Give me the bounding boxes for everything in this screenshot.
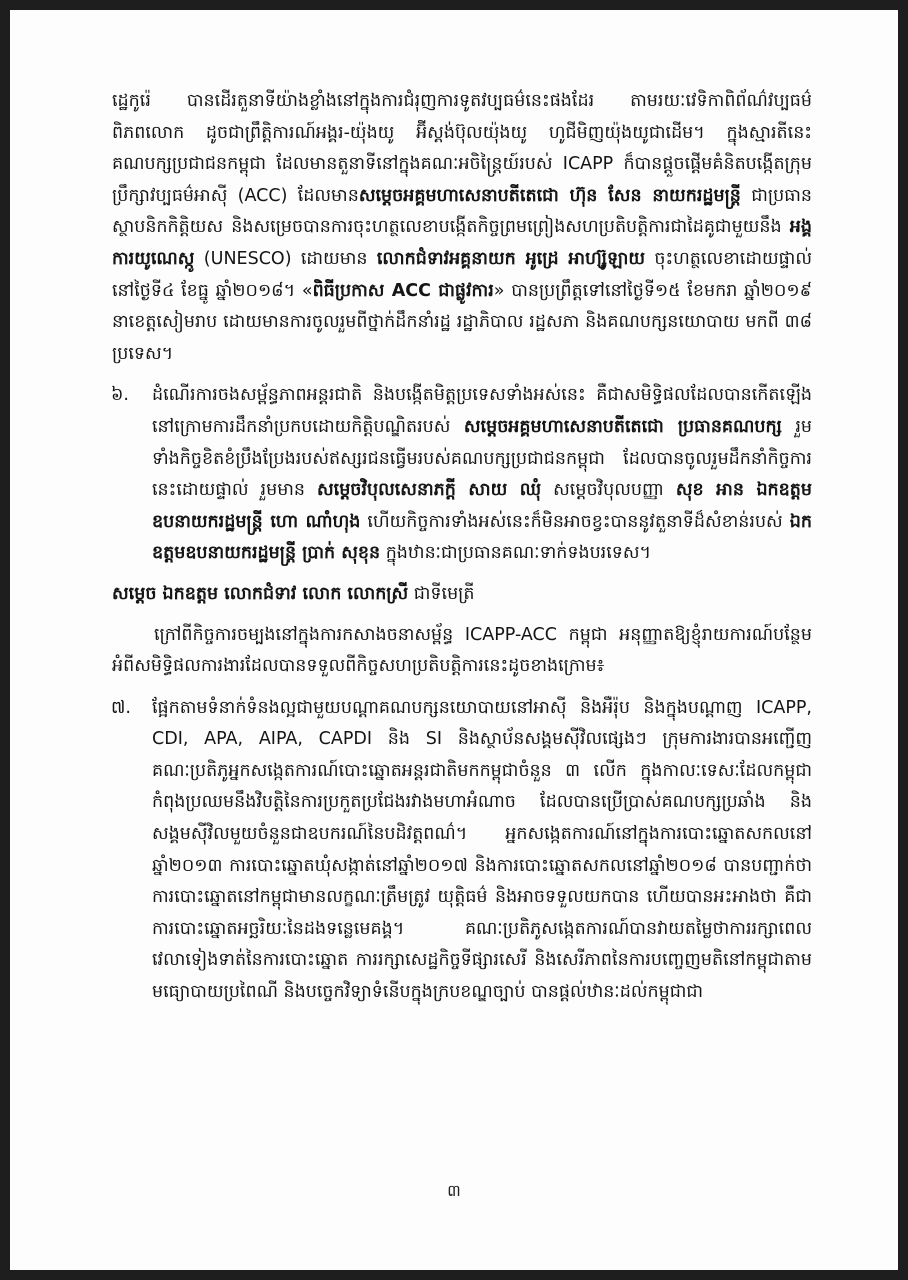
text-run: ដំណើរការចងសម្ព័ន្ធភាពអន្តរជាតិ និងបង្កើតមិត្តប្រទេសទាំងអស់នេះ គឺជាសមិទ្ធិផលដែលបានកើតឡើងនៅក្រោមការដឹកនាំប្រកបដោយកិត្តិបណ្ឌិតរបស់	[152, 385, 812, 437]
page-number: ៣	[447, 1181, 461, 1200]
text-run: ចុះហត្ថលេខាដោយផ្ទាល់ នៅថ្ងៃទី៤ ខែធ្នូ ឆ្នាំ២០១៨។ «	[112, 248, 812, 301]
item-text	[152, 380, 812, 570]
item-text: ផ្អែកតាមទំនាក់ទំនងល្អជាមួយបណ្តាគណបក្សនយោបាយនៅអាស៊ី និងអឺរ៉ុប និងក្នុងបណ្តាញ ICAPP, CDI, APA, AIPA, CAPDI និង SI និងស្ថាប័នសង្គមស៊ីវិលផ្សេងៗ ក្រុមការងារបានអញ្ជើញគណៈប្រតិភូអ្នកសង្កេតការណ៍បោះឆ្នោតអន្តរជាតិមកកម្ពុជាចំនួន ៣ លើក ក្នុងកាលៈទេសៈដែលកម្ពុជាកំពុងប្រឈមនឹងវិបត្តិនៃការប្រកួតប្រជែងរវាងមហាអំណាច ដែលបានប្រើប្រាស់គណបក្សប្រឆាំង និងសង្គមស៊ីវិលមួយចំនួនជាឧបករណ៍នៃបដិវត្តពណ៌។ អ្នកសង្កេតការណ៍នៅក្នុងការបោះឆ្នោតសកលនៅឆ្នាំ២០១៣ ការបោះឆ្នោតឃុំសង្កាត់នៅឆ្នាំ២០១៧ និងការបោះឆ្នោតសកលនៅឆ្នាំ២០១៨ បានបញ្ជាក់ថាការបោះឆ្នោតនៅកម្ពុជាមានលក្ខណៈត្រឹមត្រូវ យុត្តិធម៌ និងអាចទទួលយកបាន ហើយបានអះអាងថា គឺជាការបោះឆ្នោតអច្ឆរិយៈនៃដងទន្លេមេគង្គ។ គណៈប្រតិភូសង្កេតការណ៍បានវាយតម្លៃថាការរក្សាពេលវេលាទៀងទាត់នៃការបោះឆ្នោត ការរក្សាសេដ្ឋកិច្ចទីផ្សារសេរី និងសេរីភាពនៃការបញ្ចេញមតិនៅកម្ពុជាតាមមធ្យោបាយប្រពៃណី និងបច្ចេកវិទ្យាទំនើបក្នុងក្របខណ្ឌច្បាប់ បានផ្តល់ឋានៈដល់កម្ពុជាជា	[152, 697, 812, 1003]
bold-name: សម្តេចវិបុលសេនាភក្តី សាយ ឈុំ	[316, 480, 542, 501]
bold-name: សុខ អាន ឯកឧត្តមឧបនាយករដ្ឋមន្ត្រី ហោ ណាំហុង	[152, 480, 812, 532]
bold-name: សម្តេចអគ្គមហាសេនាបតីតេជោ ប្រធានគណបក្ស	[463, 416, 782, 437]
text-run: » បានប្រព្រឹត្តទៅនៅថ្ងៃទី១៥ ខែមករា ឆ្នាំ២០១៩ នាខេត្តសៀមរាប ដោយមានការចូលរួមពីថ្នាក់ដឹកនាំរដ្ឋ រដ្ឋាភិបាល រដ្ឋសភា និងគណបក្សនយោបាយ មកពី ៣៨ ប្រទេស។	[112, 280, 812, 364]
text-run: (UNESCO) ដោយមាន	[194, 248, 377, 269]
text-run: ហើយកិច្ចការទាំងអស់នេះក៏មិនអាចខ្វះបាននូវតួនាទីដ៏សំខាន់របស់	[360, 511, 790, 532]
bold-name: អង្គការយូណេស្កូ	[112, 217, 812, 269]
document-page	[10, 10, 898, 1270]
item-number: ៦.	[111, 385, 129, 406]
list-item-7	[112, 693, 812, 1009]
text-run: ជាប្រធានស្ថាបនិកកិត្តិយស និងសម្រេចបានការចុះហត្ថលេខាបង្កើតកិច្ចព្រមព្រៀងសហប្រតិបត្តិការជាដៃគូជាមួយនឹង	[112, 185, 812, 238]
page-content	[112, 86, 812, 1009]
text-run: ក្នុងឋានៈជាប្រធានគណៈទាក់ទងបរទេស។	[380, 543, 652, 564]
list-item-6	[112, 380, 812, 570]
salutation-heading	[112, 579, 812, 611]
paragraph-continued	[112, 86, 812, 370]
bold-name: សម្តេចអគ្គមហាសេនាបតីតេជោ ហ៊ុន សែន នាយករដ្ឋមន្ត្រី	[358, 185, 741, 206]
heading-normal: ជាទីមេត្រី	[408, 583, 475, 604]
item-number: ៧.	[111, 697, 131, 718]
text-run: សម្តេចវិបុលបញ្ញា	[541, 480, 676, 501]
bold-name: លោកជំទាវអគ្គនាយក អូដ្រេ អាហ្ស៊ូឡាយ	[376, 248, 645, 269]
heading-bold: សម្តេច ឯកឧត្តម លោកជំទាវ លោក លោកស្រី	[112, 583, 409, 604]
text-run: រួមទាំងកិច្ចខិតខំប្រឹងប្រែងរបស់ឥស្សរជនធ្វើមរបស់គណបក្សប្រជាជនកម្ពុជា ដែលបានចូលរួមដឹកនាំកិច្ចការនេះដោយផ្ទាល់ រួមមាន	[152, 416, 812, 501]
bold-name: ឯកឧត្តមឧបនាយករដ្ឋមន្ត្រី ប្រាក់ សុខុន	[152, 511, 812, 564]
bold-title: ពិធីប្រកាស ACC ជាផ្លូវការ	[312, 280, 494, 301]
intro-paragraph: ក្រៅពីកិច្ចការចម្បងនៅក្នុងការកសាងចនាសម្ព័ន្ធ ICAPP-ACC កម្ពុជា អនុញ្ញាតឱ្យខ្ញុំរាយការណ៍បន្ថែមអំពីសមិទ្ធិផលការងារដែលបានទទួលពីកិច្ចសហប្រតិបត្តិការនេះដូចខាងក្រោម៖	[112, 624, 812, 677]
text-run: ដ្ឋេកូរ៉េ បានដើរតួនាទីយ៉ាងខ្លាំងនៅក្នុងការជំរុញការទូតវប្បធម៌នេះផងដែរ តាមរយៈវេទិកាពិព័ណ៌វប្បធម៌ពិភពលោក ដូចជាព្រឹត្តិការណ៍អង្គរ-យ៉ុងយូ អ៊ីស្តង់ប៊ុលយ៉ុងយូ ហូជីមិញយ៉ុងយូជាដើម។ ក្នុងស្មារតីនេះ គណបក្សប្រជាជនកម្ពុជា ដែលមានតួនាទីនៅក្នុងគណៈអចិន្ត្រៃយ៍របស់ ICAPP ក៏បានផ្តួចផ្តើមគំនិតបង្កើតក្រុមប្រឹក្សាវប្បធម៌អាស៊ី (ACC) ដែលមាន	[112, 91, 812, 206]
